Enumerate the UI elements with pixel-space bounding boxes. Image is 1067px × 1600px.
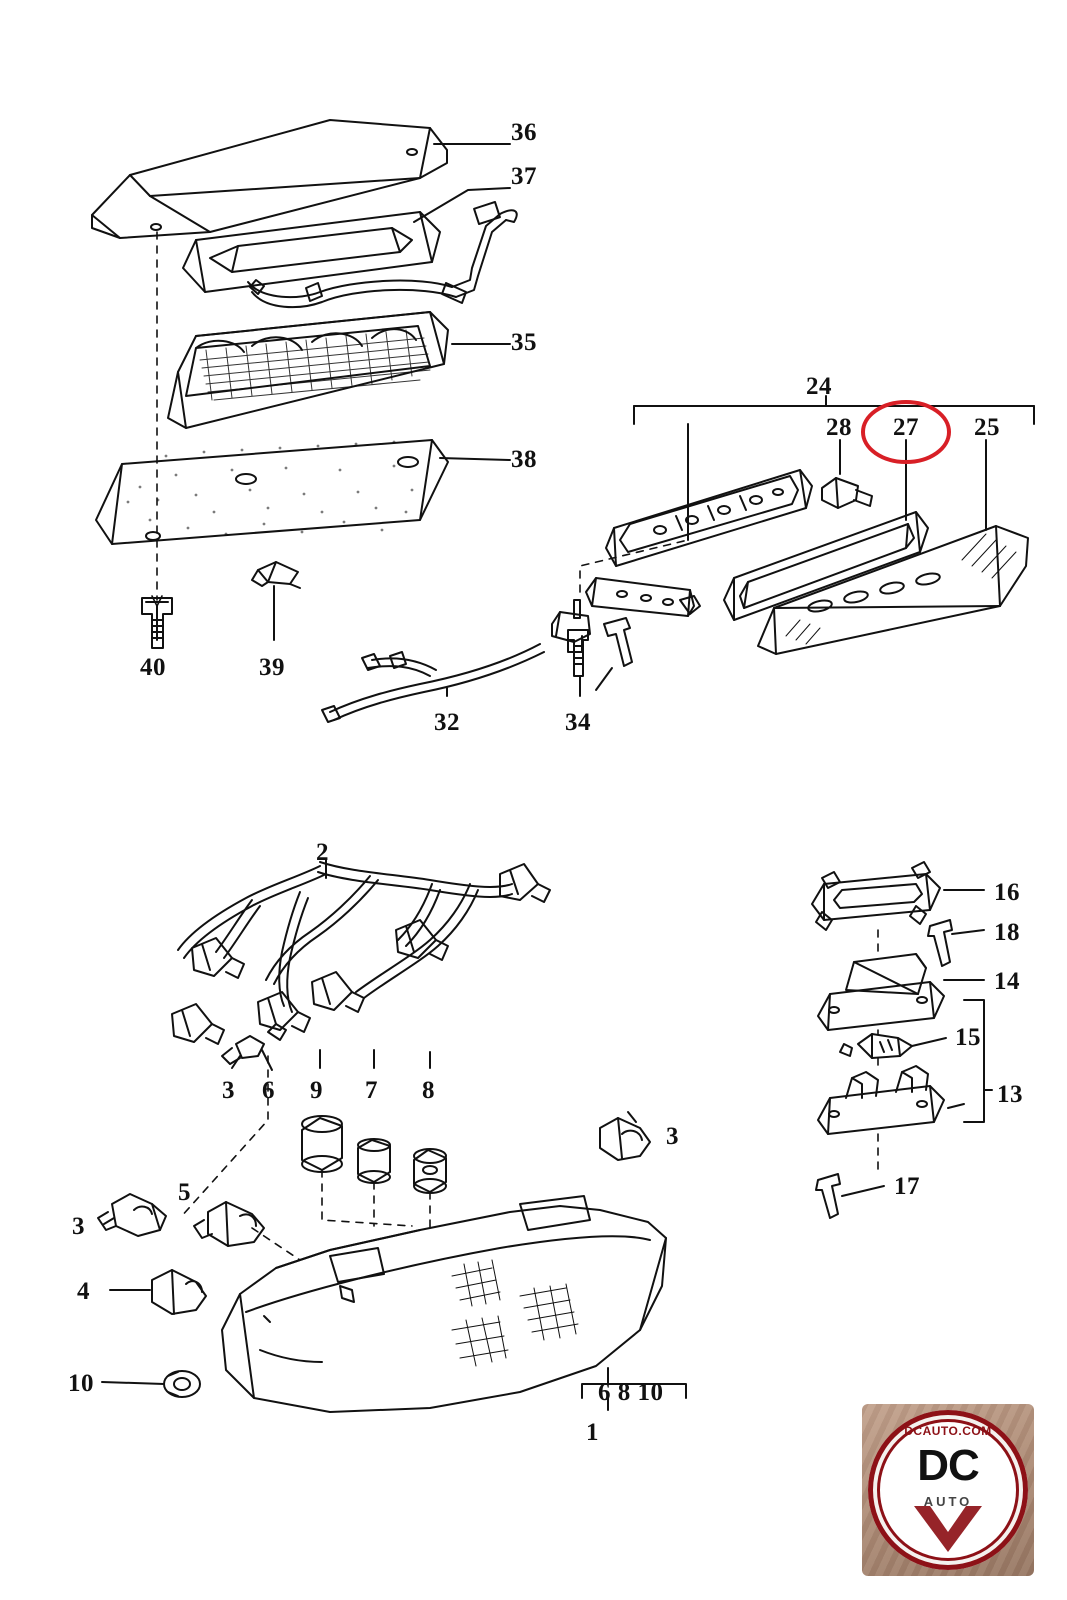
callout-3-right: 3 [666,1123,679,1150]
callout-8: 8 [422,1077,435,1104]
part-27-lens-strip [724,512,928,620]
callout-7: 7 [365,1077,378,1104]
callout-39: 39 [259,654,285,681]
part-37-seal [183,202,517,307]
watermark-chevron-inner-icon [930,1506,966,1532]
watermark-logo [862,1404,1034,1576]
callout-3-left: 3 [72,1213,85,1240]
callout-34: 34 [565,709,591,736]
callout-1: 1 [586,1419,599,1446]
part-18-screw [928,920,952,966]
watermark-logo-text: DC [917,1441,979,1490]
harness-socket [258,992,310,1032]
harness-socket [172,1004,224,1044]
callout-28: 28 [826,414,852,441]
callout-13: 13 [997,1081,1023,1108]
part-13-base [818,1066,944,1134]
part-5-holder [194,1202,264,1246]
callout-5: 5 [178,1179,191,1206]
part-7-grommet [358,1139,390,1183]
callout-3-top: 3 [222,1077,235,1104]
part-16-lens [812,862,940,930]
callout-14: 14 [994,968,1020,995]
watermark-top-text: DCAUTO.COM [904,1424,992,1438]
callout-9: 9 [310,1077,323,1104]
callout-6: 6 [262,1077,275,1104]
part-36-spoiler [92,120,447,238]
callout-38: 38 [511,446,537,473]
part-35-brake-light [168,312,448,428]
part-4-bulb [152,1270,206,1314]
part-2-wiring-harness [172,862,550,1064]
watermark-sub-text: AUTO [923,1494,973,1509]
part-38-pad [96,440,448,544]
callout-25: 25 [974,414,1000,441]
part-28-fastener [822,478,872,508]
callout-32: 32 [434,709,460,736]
part-15-bulb [840,1034,912,1058]
callout-40: 40 [140,654,166,681]
part-34-screws [568,618,632,676]
callout-36: 36 [511,119,537,146]
part-8-nut [414,1149,446,1193]
part-39-bulb [252,562,300,588]
part-32-cable [322,644,544,722]
part-17-screw [816,1174,840,1218]
callout-27: 27 [893,414,919,441]
part-10-grommet [164,1371,200,1397]
callout-4: 4 [77,1278,90,1305]
part-3-bulb-right [600,1112,650,1160]
callout-16: 16 [994,879,1020,906]
callout-35: 35 [511,329,537,356]
callout-15: 15 [955,1024,981,1051]
callout-17: 17 [894,1173,920,1200]
part-14-housing [818,954,944,1030]
callout-18: 18 [994,919,1020,946]
callout-10: 10 [68,1370,94,1397]
part-3-bulb-left [98,1194,166,1236]
callout-2: 2 [316,839,329,866]
part-9-grommet [302,1116,342,1172]
callout-1-members: 6 8 10 [598,1379,664,1406]
callout-37: 37 [511,163,537,190]
callout-24: 24 [806,373,832,400]
part-25-housing [758,526,1028,654]
harness-socket [192,938,244,978]
